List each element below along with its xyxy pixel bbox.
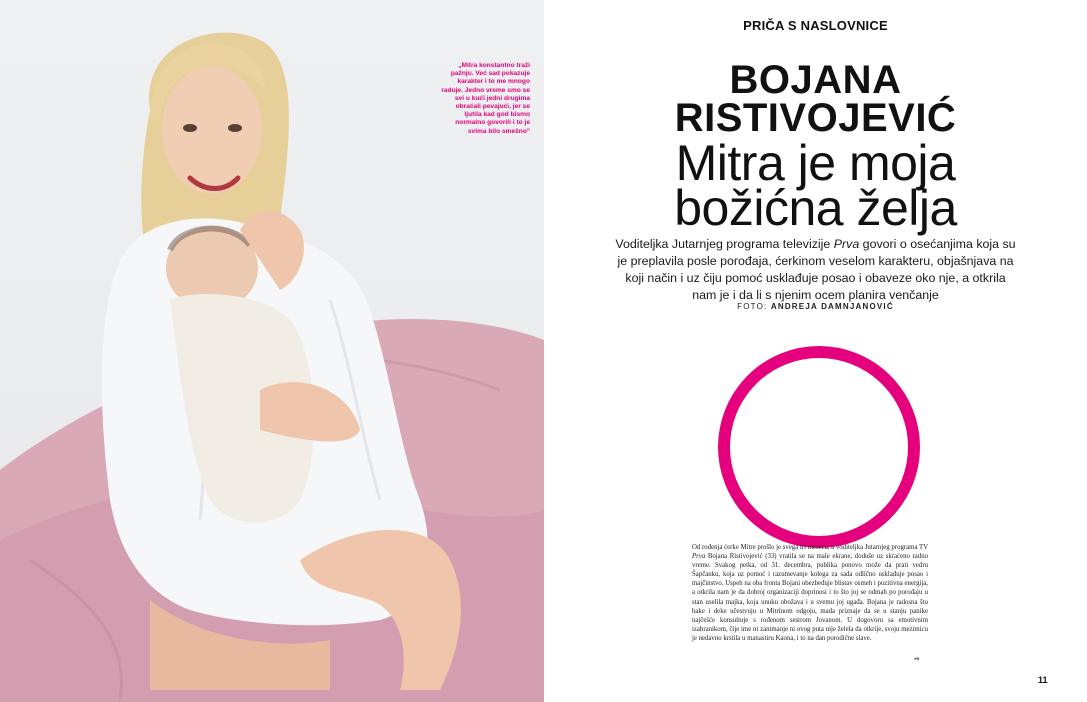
standfirst-text-2: govori o osećanjima koja su je preplavila posle porođaja, ćerkinom veselom karakteru, objašnjava na koji način i uz čiju pomoć usklađuje posao i obaveze oko nje, a otkrila nam je i da li s njenim ocem planira venčanje bbox=[617, 237, 1016, 302]
body-text-2: Bojana Ristivojević (33) vratila se na male ekrane, doduše uz skraćeno radno vreme. Svakog petka, od 31. decembra, publika ponovo može da prati vedru Šapčanku, koja uz pomoć i razumevanje kolega za sada odlično usklađuje posao i majčinstvo. Uspeh na oba fronta Bojani obezbeđuje blistav osmeh i pozitivna energija, a otkrila nam je da dobroj organizaciji doprinosi i to što joj se odmah po porođaju u stan uselila majka, koja unuku obožava i u svemu joj ugađa. Bojana je radosna što bake i deke učestvuju u Mitrinom odgoju, mada priznaje da se u stanju panike najčešće konsultuje s rođenom sestrom Jovanom. U dogovoru sa emotivnim izabranikom, čije ime ni zanimanje ni ovog puta nije želela da otkrije, svoju mezimicu je nedavno krstila u manastiru Kaona, i to na dan porodične slave. bbox=[692, 553, 928, 642]
pull-quote: „Mitra konstantno traži pažnju. Već sad pokazuje karakter i to me mnogo raduje. Jedno vreme smo se svi u kući jedni drugima obraćali pevajući, jer se ljutila kad god bismo normalno govorili i to je svima bilo smešno" bbox=[441, 62, 530, 135]
headline-line-1: Mitra je moja bbox=[675, 135, 956, 191]
standfirst bbox=[614, 236, 1017, 304]
standfirst-italic: Prva bbox=[833, 237, 860, 251]
body-italic: Prva bbox=[692, 553, 706, 561]
section-label: PRIČA S NASLOVNICE bbox=[743, 18, 888, 33]
subject-name-first: BOJANA bbox=[729, 58, 902, 102]
photo-credit-label: FOTO: bbox=[737, 302, 768, 311]
drop-cap-o-ring bbox=[718, 346, 920, 548]
article-page bbox=[544, 0, 1087, 702]
end-mark-icon: ➺ bbox=[914, 655, 920, 663]
photo-credit-name: ANDREJA DAMNJANOVIĆ bbox=[770, 302, 894, 311]
subject-name-last: RISTIVOJEVIĆ bbox=[674, 96, 957, 140]
headline-line-2: božićna želja bbox=[674, 180, 957, 236]
page-number: 11 bbox=[1038, 675, 1048, 685]
photo-credit bbox=[544, 302, 1087, 311]
standfirst-text-1: Voditeljka Jutarnjeg programa televizije bbox=[615, 237, 834, 251]
body-text-1: Od rođenja ćerke Mitre prošlo je svega tri meseca, a voditeljka Jutarnjeg programa TV bbox=[692, 544, 928, 551]
article-body bbox=[692, 543, 928, 643]
